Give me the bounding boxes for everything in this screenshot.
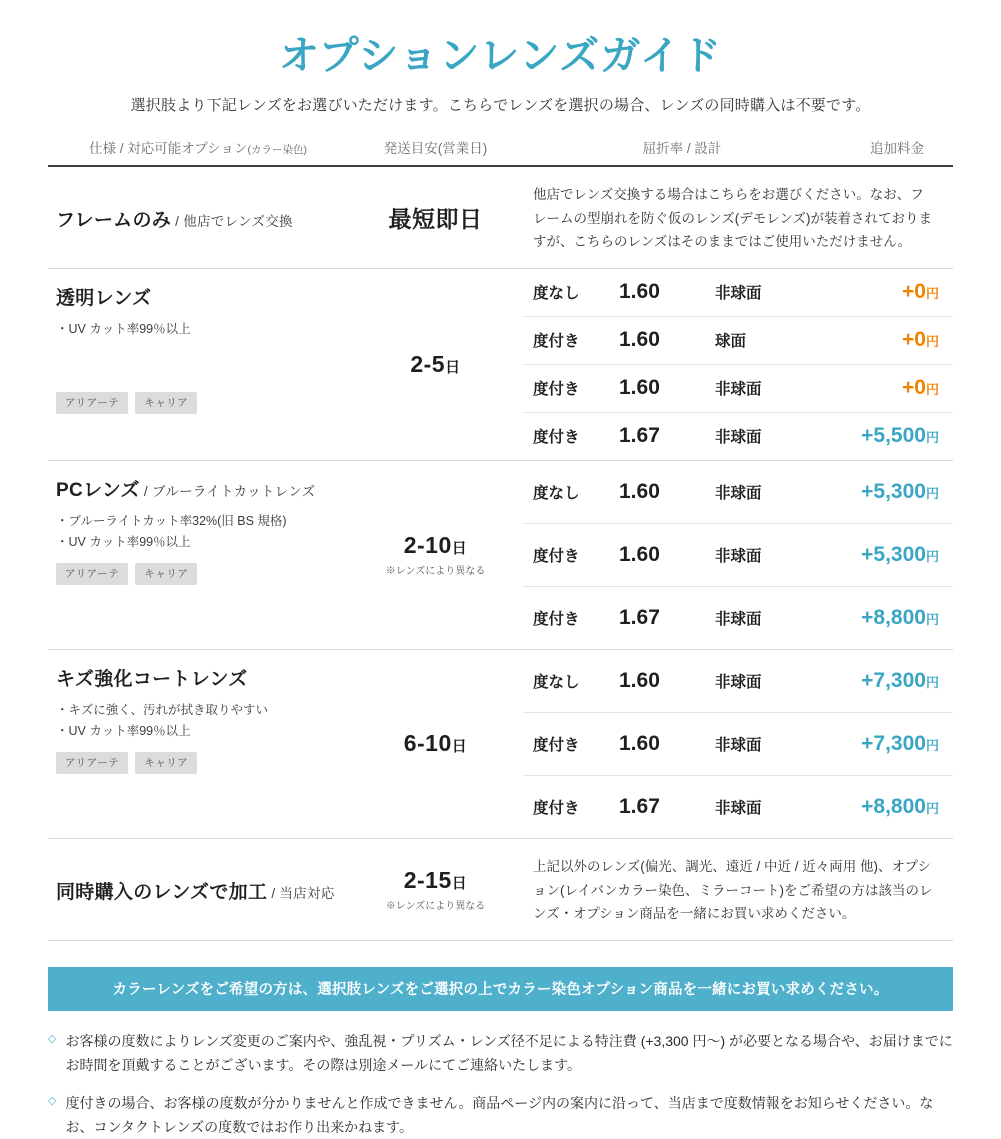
- option-index: 1.60: [619, 376, 660, 400]
- option-price-value: +7,300: [861, 731, 926, 755]
- shipping-note: ※レンズにより異なる: [385, 900, 486, 912]
- option-price: [827, 606, 953, 630]
- option-price-unit: 円: [925, 548, 939, 564]
- option-price-value: +5,300: [861, 479, 926, 503]
- option-price-unit: 円: [925, 737, 939, 753]
- option-price-unit: 円: [925, 674, 939, 690]
- lens-tag: アリアーテ: [56, 563, 128, 585]
- option-design: 非球面: [715, 484, 762, 502]
- column-header-spec-note: (カラー染色): [247, 144, 308, 156]
- option-price-unit: 円: [925, 334, 939, 350]
- option-price-unit: 円: [925, 485, 939, 501]
- shipping-value: [404, 730, 468, 757]
- option-price: [827, 795, 953, 819]
- price-option-row: [523, 461, 953, 524]
- row-note-text: 上記以外のレンズ(偏光、調光、遠近 / 中近 / 近々両用 他)、オプション(レイバンカラー染色、ミラーコート)をご希望の方は該当のレンズ・オプション商品を一緒にお買い求めください。: [533, 858, 933, 922]
- page-title: オプションレンズガイド: [279, 34, 722, 78]
- price-option-row: [523, 317, 953, 365]
- option-index: 1.60: [619, 731, 660, 755]
- lens-name: [56, 475, 344, 502]
- option-price: [827, 732, 953, 756]
- shipping-number: 2-15: [403, 866, 452, 893]
- option-degree: 度なし: [533, 673, 580, 691]
- shipping-value: [410, 351, 460, 378]
- option-index: 1.67: [619, 605, 660, 629]
- list-item: [48, 1091, 953, 1139]
- option-design: 非球面: [715, 429, 762, 447]
- lens-name-main: フレームのみ: [56, 209, 172, 231]
- option-degree: 度付き: [533, 429, 580, 447]
- shipping-unit: 日: [445, 358, 461, 376]
- price-option-row: [523, 713, 953, 776]
- table-row: [48, 650, 953, 839]
- lens-name: [56, 205, 293, 232]
- lens-name-sub: / 他店でレンズ交換: [171, 213, 293, 229]
- price-option-row: [523, 650, 953, 713]
- option-price-value: +5,500: [861, 424, 926, 448]
- lens-tag-list: [56, 752, 344, 774]
- shipping-number: 2-5: [410, 350, 446, 377]
- option-price-value: +8,800: [861, 794, 926, 818]
- option-price-unit: 円: [925, 611, 939, 627]
- shipping-number: 最短即日: [388, 205, 483, 232]
- lens-name-main: キズ強化コートレンズ: [56, 668, 248, 690]
- option-design: 非球面: [715, 610, 762, 628]
- price-option-list: [523, 461, 953, 649]
- option-index: 1.60: [619, 542, 660, 566]
- table-row: [48, 167, 953, 269]
- lens-feature: ・UV カット率99％以上: [56, 321, 191, 336]
- option-design: 非球面: [715, 736, 762, 754]
- price-option-row: [523, 269, 953, 317]
- lens-name: [56, 664, 344, 691]
- row-shipping-cell: [348, 167, 523, 268]
- lens-name: [56, 877, 335, 904]
- column-header-shipping: 発送目安(営業日): [383, 141, 488, 156]
- lens-name-sub: / ブルーライトカットレンズ: [139, 483, 316, 499]
- option-price-value: +0: [902, 376, 926, 400]
- price-option-row: [523, 524, 953, 587]
- lens-feature-list: [56, 700, 344, 741]
- table-row: [48, 839, 953, 941]
- lens-name-sub: / 当店対応: [267, 885, 335, 901]
- option-degree: 度付き: [533, 736, 580, 754]
- row-options-cell: [523, 650, 953, 838]
- option-index: 1.60: [619, 479, 660, 503]
- row-options-cell: [523, 269, 953, 460]
- shipping-unit: 日: [451, 874, 468, 892]
- row-note-cell: [523, 167, 953, 268]
- option-price-value: +8,800: [861, 605, 926, 629]
- page-subtitle: 選択肢より下記レンズをお選びいただけます。こちらでレンズを選択の場合、レンズの同時購入は不要です。: [130, 97, 871, 114]
- option-index: 1.67: [619, 424, 660, 448]
- option-price-unit: 円: [925, 430, 939, 446]
- row-spec-cell: [48, 461, 348, 649]
- row-shipping-cell: [348, 650, 523, 838]
- option-design: 球面: [715, 333, 747, 351]
- row-spec-cell: [48, 167, 348, 268]
- option-price-unit: 円: [925, 800, 939, 816]
- circle-bullet-icon: ◇: [48, 1094, 57, 1107]
- footer-notes: [48, 1029, 953, 1139]
- table-row: [48, 461, 953, 650]
- lens-feature-list: [56, 511, 344, 552]
- column-header-index: 屈折率 / 設計: [642, 141, 722, 156]
- option-index: 1.60: [619, 328, 660, 352]
- option-design: 非球面: [715, 285, 762, 303]
- option-index: 1.67: [619, 794, 660, 818]
- table-row: [48, 269, 953, 461]
- option-design: 非球面: [715, 799, 762, 817]
- shipping-number: 6-10: [403, 730, 452, 757]
- price-option-row: [523, 365, 953, 413]
- lens-tag: キャリア: [135, 392, 197, 414]
- option-price-value: +0: [902, 328, 926, 352]
- option-price: [827, 328, 953, 352]
- column-header-spec-label: 仕様 / 対応可能オプション: [88, 141, 248, 156]
- shipping-unit: 日: [451, 738, 468, 756]
- option-price: [827, 424, 953, 448]
- option-design: 非球面: [715, 547, 762, 565]
- lens-feature-list: [56, 319, 344, 340]
- row-spec-cell: [48, 269, 348, 460]
- shipping-value: [389, 201, 483, 234]
- option-price-unit: 円: [925, 286, 939, 302]
- lens-name: [56, 283, 344, 310]
- option-degree: 度付き: [533, 799, 580, 817]
- option-degree: 度なし: [533, 484, 580, 502]
- option-price-value: +0: [902, 280, 926, 304]
- price-option-row: [523, 413, 953, 460]
- column-headers: [48, 137, 953, 165]
- price-option-list: [523, 650, 953, 838]
- lens-feature: ・ブルーライトカット率32%(旧 BS 規格): [56, 513, 287, 528]
- option-degree: 度付き: [533, 547, 580, 565]
- row-shipping-cell: [348, 839, 523, 940]
- color-lens-banner: カラーレンズをご希望の方は、選択肢レンズをご選択の上でカラー染色オプション商品を一緒にお買い求めください。: [48, 967, 953, 1011]
- option-index: 1.60: [619, 280, 660, 304]
- lens-feature: ・UV カット率99％以上: [56, 723, 191, 738]
- lens-name-main: 同時購入のレンズで加工: [56, 881, 268, 903]
- row-spec-cell: [48, 650, 348, 838]
- lens-tag: キャリア: [135, 752, 197, 774]
- option-price: [827, 669, 953, 693]
- circle-bullet-icon: ◇: [48, 1032, 57, 1045]
- option-degree: 度付き: [533, 381, 580, 399]
- option-design: 非球面: [715, 381, 762, 399]
- option-price: [827, 280, 953, 304]
- note-text: 度付きの場合、お客様の度数が分かりませんと作成できません。商品ページ内の案内に沿って、当店まで度数情報をお知らせください。なお、コンタクトレンズの度数ではお作り出来かねます。: [65, 1094, 934, 1135]
- option-degree: 度なし: [533, 285, 580, 303]
- column-header-price: 追加料金: [870, 141, 924, 156]
- lens-tag: アリアーテ: [56, 392, 128, 414]
- column-header-spec: [48, 137, 348, 157]
- option-degree: 度付き: [533, 610, 580, 628]
- option-degree: 度付き: [533, 333, 580, 351]
- lens-options-table: [48, 165, 953, 941]
- shipping-number: 2-10: [403, 532, 452, 559]
- option-index: 1.60: [619, 668, 660, 692]
- row-shipping-cell: [348, 269, 523, 460]
- lens-tag-list: [56, 563, 344, 585]
- list-item: [48, 1029, 953, 1077]
- shipping-unit: 日: [451, 540, 468, 558]
- row-spec-cell: [48, 839, 348, 940]
- option-design: 非球面: [715, 673, 762, 691]
- lens-name-main: PCレンズ: [56, 479, 140, 501]
- shipping-value: [404, 532, 468, 559]
- lens-name-main: 透明レンズ: [56, 287, 152, 309]
- lens-tag: アリアーテ: [56, 752, 128, 774]
- option-price: [827, 480, 953, 504]
- row-options-cell: [523, 461, 953, 649]
- price-option-row: [523, 587, 953, 649]
- row-note-cell: [523, 839, 953, 940]
- lens-feature: ・UV カット率99％以上: [56, 534, 191, 549]
- shipping-note: ※レンズにより異なる: [385, 566, 486, 578]
- row-note-text: 他店でレンズ交換する場合はこちらをお選びください。なお、フレームの型崩れを防ぐ仮のレンズ(デモレンズ)が装着されておりますが、こちらのレンズはそのままではご使用いただけません。: [533, 187, 933, 250]
- price-option-row: [523, 776, 953, 838]
- option-price-value: +7,300: [861, 668, 926, 692]
- option-price: [827, 376, 953, 400]
- note-text: お客様の度数によりレンズ変更のご案内や、強乱視・プリズム・レンズ径不足による特注費 (+3,300 円〜) が必要となる場合や、お届けまでにお時間を頂戴することがございます。その際は別途メールにてご連絡いたします。: [65, 1032, 953, 1073]
- price-option-list: [523, 269, 953, 460]
- option-price-unit: 円: [925, 382, 939, 398]
- lens-feature: ・キズに強く、汚れが拭き取りやすい: [56, 702, 269, 717]
- lens-tag: キャリア: [135, 563, 197, 585]
- option-price-value: +5,300: [861, 542, 926, 566]
- shipping-value: [404, 867, 468, 894]
- lens-tag-list: [56, 392, 344, 414]
- option-price: [827, 543, 953, 567]
- row-shipping-cell: [348, 461, 523, 649]
